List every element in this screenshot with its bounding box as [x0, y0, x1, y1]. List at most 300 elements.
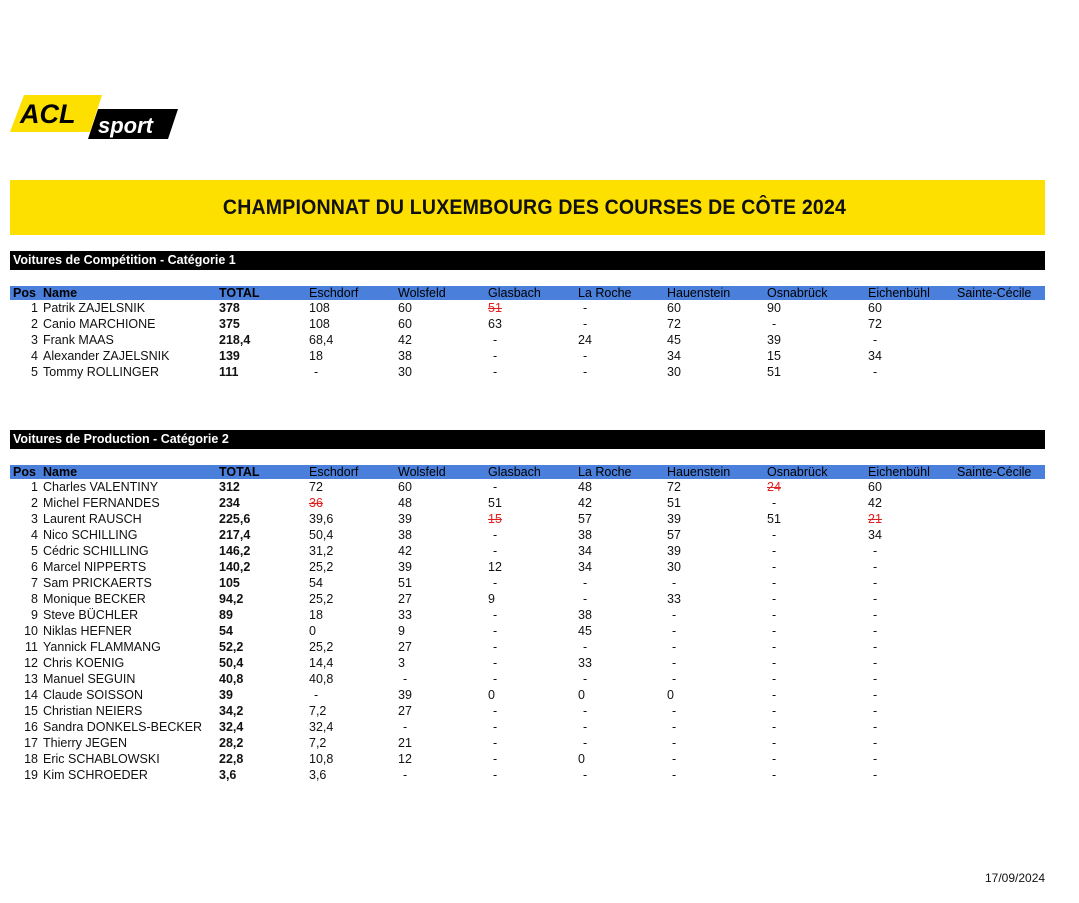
round-result-cell: - [873, 560, 878, 574]
round-result-cell: 57 [578, 512, 592, 526]
round-result-cell: - [873, 656, 878, 670]
round-result-cell: 0 [578, 688, 585, 702]
total-cell: 52,2 [219, 640, 244, 654]
total-cell: 139 [219, 349, 240, 363]
results-table [10, 300, 1045, 380]
document-date: 17/09/2024 [985, 871, 1046, 885]
driver-name-cell: Patrik ZAJELSNIK [43, 301, 146, 315]
round-result-cell: - [583, 640, 588, 654]
round-result-cell: 39,6 [309, 512, 334, 526]
round-result-cell: - [493, 768, 498, 782]
table-row [10, 479, 1045, 495]
column-header [10, 465, 1045, 479]
round-result-cell: - [493, 720, 498, 734]
round-result-cell: - [772, 528, 777, 542]
position-cell: 10 [24, 624, 38, 638]
round-result-cell: 38 [578, 528, 592, 542]
round-result-cell: - [672, 640, 677, 654]
table-row [10, 751, 1045, 767]
total-cell: 34,2 [219, 704, 244, 718]
driver-name-cell: Claude SOISSON [43, 688, 144, 702]
round-result-cell: - [873, 624, 878, 638]
driver-name-cell: Marcel NIPPERTS [43, 560, 147, 574]
position-cell: 16 [24, 720, 38, 734]
round-result-cell: - [583, 365, 588, 379]
col-name: Name [43, 286, 78, 300]
round-result-cell: - [772, 608, 777, 622]
round-result-cell: 21 [398, 736, 412, 750]
total-cell: 22,8 [219, 752, 244, 766]
round-result-cell: - [772, 720, 777, 734]
driver-name-cell: Christian NEIERS [43, 704, 143, 718]
position-cell: 5 [31, 365, 38, 379]
round-result-cell: - [772, 704, 777, 718]
results-table [10, 479, 1045, 783]
col-round: Eichenbühl [868, 465, 930, 479]
round-result-cell: 60 [398, 480, 412, 494]
round-result-cell: - [493, 752, 498, 766]
round-result-cell: - [772, 544, 777, 558]
round-result-cell: 15 [488, 512, 502, 526]
position-cell: 11 [25, 640, 38, 654]
round-result-cell: - [772, 656, 777, 670]
table-row [10, 527, 1045, 543]
round-result-cell: 63 [488, 317, 502, 331]
total-cell: 28,2 [219, 736, 244, 750]
round-result-cell: - [493, 576, 498, 590]
round-result-cell: 18 [309, 349, 323, 363]
round-result-cell: - [583, 349, 588, 363]
round-result-cell: - [873, 608, 878, 622]
round-result-cell: 38 [398, 349, 412, 363]
round-result-cell: - [873, 576, 878, 590]
driver-name-cell: Michel FERNANDES [43, 496, 160, 510]
round-result-cell: 3 [398, 656, 405, 670]
round-result-cell: - [672, 608, 677, 622]
col-round: Glasbach [488, 286, 541, 300]
round-result-cell: 34 [868, 528, 882, 542]
round-result-cell: - [772, 592, 777, 606]
round-result-cell: 25,2 [309, 560, 334, 574]
round-result-cell: 9 [398, 624, 405, 638]
round-result-cell: - [314, 365, 319, 379]
round-result-cell: 33 [578, 656, 592, 670]
table-row [10, 767, 1045, 783]
table-row [10, 655, 1045, 671]
position-cell: 3 [31, 512, 38, 526]
col-round: Hauenstein [667, 465, 731, 479]
table-row [10, 735, 1045, 751]
round-result-cell: - [493, 333, 498, 347]
driver-name-cell: Eric SCHABLOWSKI [43, 752, 160, 766]
page-title: CHAMPIONNAT DU LUXEMBOURG DES COURSES DE CÔTE 2024 [222, 195, 847, 219]
round-result-cell: 60 [398, 301, 412, 315]
round-result-cell: 27 [398, 704, 412, 718]
driver-name-cell: Yannick FLAMMANG [43, 640, 161, 654]
round-result-cell: 36 [309, 496, 323, 510]
round-result-cell: 33 [667, 592, 681, 606]
col-round: Sainte-Cécile [957, 465, 1032, 479]
round-result-cell: 60 [398, 317, 412, 331]
round-result-cell: 7,2 [309, 704, 327, 718]
round-result-cell: 39 [667, 512, 681, 526]
col-total: TOTAL [219, 465, 260, 479]
round-result-cell: 51 [767, 365, 781, 379]
round-result-cell: - [493, 672, 498, 686]
round-result-cell: 34 [868, 349, 882, 363]
round-result-cell: 12 [398, 752, 412, 766]
acl-sport-logo [10, 95, 180, 140]
round-result-cell: 27 [398, 592, 412, 606]
round-result-cell: 38 [578, 608, 592, 622]
table-row [10, 316, 1045, 332]
round-result-cell: - [672, 768, 677, 782]
round-result-cell: - [493, 608, 498, 622]
round-result-cell: - [583, 301, 588, 315]
table-row [10, 671, 1045, 687]
total-cell: 234 [219, 496, 240, 510]
driver-name-cell: Chris KOENIG [43, 656, 125, 670]
total-cell: 218,4 [219, 333, 251, 347]
round-result-cell: - [873, 672, 878, 686]
table-row [10, 543, 1045, 559]
position-cell: 19 [24, 768, 38, 782]
title-band [10, 180, 1045, 235]
round-result-cell: 68,4 [309, 333, 334, 347]
driver-name-cell: Tommy ROLLINGER [43, 365, 159, 379]
round-result-cell: 34 [578, 560, 592, 574]
round-result-cell: - [873, 736, 878, 750]
round-result-cell: 10,8 [309, 752, 334, 766]
round-result-cell: 90 [767, 301, 781, 315]
round-result-cell: 60 [667, 301, 681, 315]
position-cell: 6 [31, 560, 38, 574]
driver-name-cell: Nico SCHILLING [43, 528, 138, 542]
round-result-cell: - [873, 688, 878, 702]
round-result-cell: 25,2 [309, 592, 334, 606]
position-cell: 13 [24, 672, 38, 686]
col-round: Eschdorf [309, 286, 359, 300]
round-result-cell: 48 [578, 480, 592, 494]
driver-name-cell: Manuel SEGUIN [43, 672, 136, 686]
col-round: Osnabrück [767, 465, 828, 479]
position-cell: 12 [24, 656, 38, 670]
round-result-cell: 54 [309, 576, 323, 590]
total-cell: 40,8 [219, 672, 244, 686]
category-2-section [10, 430, 1045, 783]
round-result-cell: - [672, 736, 677, 750]
round-result-cell: 72 [868, 317, 882, 331]
round-result-cell: 15 [767, 349, 781, 363]
round-result-cell: 12 [488, 560, 502, 574]
position-cell: 7 [31, 576, 38, 590]
round-result-cell: 34 [667, 349, 681, 363]
driver-name-cell: Monique BECKER [43, 592, 146, 606]
round-result-cell: - [583, 672, 588, 686]
round-result-cell: - [583, 592, 588, 606]
logo-acl-text: ACL [20, 99, 76, 129]
round-result-cell: - [583, 768, 588, 782]
round-result-cell: - [772, 640, 777, 654]
table-row [10, 495, 1045, 511]
round-result-cell: 30 [667, 560, 681, 574]
round-result-cell: 0 [667, 688, 674, 702]
round-result-cell: - [672, 656, 677, 670]
driver-name-cell: Alexander ZAJELSNIK [43, 349, 170, 363]
position-cell: 4 [31, 349, 38, 363]
round-result-cell: - [493, 480, 498, 494]
position-cell: 8 [31, 592, 38, 606]
driver-name-cell: Cédric SCHILLING [43, 544, 149, 558]
total-cell: 146,2 [219, 544, 251, 558]
round-result-cell: 25,2 [309, 640, 334, 654]
position-cell: 14 [24, 688, 38, 702]
position-cell: 2 [31, 496, 38, 510]
round-result-cell: 38 [398, 528, 412, 542]
total-cell: 111 [219, 365, 239, 379]
driver-name-cell: Charles VALENTINY [43, 480, 159, 494]
round-result-cell: - [583, 317, 588, 331]
round-result-cell: 3,6 [309, 768, 327, 782]
position-cell: 15 [24, 704, 38, 718]
round-result-cell: 33 [398, 608, 412, 622]
position-cell: 5 [31, 544, 38, 558]
round-result-cell: 39 [398, 688, 412, 702]
table-row [10, 687, 1045, 703]
total-cell: 54 [219, 624, 233, 638]
round-result-cell: - [772, 768, 777, 782]
table-row [10, 639, 1045, 655]
round-result-cell: 42 [578, 496, 592, 510]
table-row [10, 591, 1045, 607]
round-result-cell: - [672, 576, 677, 590]
position-cell: 9 [31, 608, 38, 622]
round-result-cell: - [493, 528, 498, 542]
round-result-cell: - [772, 736, 777, 750]
logo-sport-text: sport [98, 113, 153, 138]
round-result-cell: - [772, 576, 777, 590]
round-result-cell: - [772, 560, 777, 574]
round-result-cell: 32,4 [309, 720, 334, 734]
col-total: TOTAL [219, 286, 260, 300]
category-1-section [10, 251, 1045, 380]
driver-name-cell: Niklas HEFNER [43, 624, 132, 638]
round-result-cell: - [772, 672, 777, 686]
total-cell: 375 [219, 317, 240, 331]
driver-name-cell: Thierry JEGEN [43, 736, 128, 750]
round-result-cell: 39 [398, 512, 412, 526]
col-round: Hauenstein [667, 286, 731, 300]
round-result-cell: - [583, 720, 588, 734]
round-result-cell: 7,2 [309, 736, 327, 750]
position-cell: 1 [31, 301, 38, 315]
round-result-cell: - [873, 720, 878, 734]
round-result-cell: 39 [667, 544, 681, 558]
table-row [10, 607, 1045, 623]
driver-name-cell: Sandra DONKELS-BECKER [43, 720, 203, 734]
table-row [10, 348, 1045, 364]
round-result-cell: 9 [488, 592, 495, 606]
driver-name-cell: Laurent RAUSCH [43, 512, 142, 526]
table-row [10, 300, 1045, 316]
round-result-cell: - [873, 768, 878, 782]
round-result-cell: - [493, 656, 498, 670]
driver-name-cell: Steve BÜCHLER [43, 608, 139, 622]
round-result-cell: 39 [767, 333, 781, 347]
round-result-cell: - [403, 720, 408, 734]
round-result-cell: 42 [398, 544, 412, 558]
round-result-cell: - [873, 365, 878, 379]
round-result-cell: 24 [767, 480, 781, 494]
table-row [10, 332, 1045, 348]
round-result-cell: - [403, 768, 408, 782]
table-row [10, 364, 1045, 380]
col-round: La Roche [578, 286, 632, 300]
round-result-cell: 18 [309, 608, 323, 622]
round-result-cell: 0 [578, 752, 585, 766]
table-row [10, 575, 1045, 591]
round-result-cell: 0 [488, 688, 495, 702]
total-cell: 94,2 [219, 592, 244, 606]
round-result-cell: - [493, 544, 498, 558]
position-cell: 18 [24, 752, 38, 766]
col-pos: Pos [13, 286, 36, 300]
round-result-cell: 31,2 [309, 544, 334, 558]
round-result-cell: - [873, 640, 878, 654]
round-result-cell: 72 [667, 480, 681, 494]
total-cell: 32,4 [219, 720, 244, 734]
round-result-cell: - [493, 736, 498, 750]
round-result-cell: 60 [868, 480, 882, 494]
round-result-cell: - [772, 317, 777, 331]
round-result-cell: 42 [868, 496, 882, 510]
col-round: Eschdorf [309, 465, 359, 479]
round-result-cell: - [772, 688, 777, 702]
round-result-cell: 51 [488, 301, 502, 315]
round-result-cell: 51 [767, 512, 781, 526]
round-result-cell: - [772, 624, 777, 638]
round-result-cell: 42 [398, 333, 412, 347]
round-result-cell: - [493, 624, 498, 638]
round-result-cell: - [403, 672, 408, 686]
round-result-cell: - [772, 496, 777, 510]
driver-name-cell: Frank MAAS [43, 333, 114, 347]
position-cell: 3 [31, 333, 38, 347]
driver-name-cell: Kim SCHROEDER [43, 768, 148, 782]
total-cell: 50,4 [219, 656, 244, 670]
round-result-cell: - [873, 333, 878, 347]
total-cell: 217,4 [219, 528, 251, 542]
table-row [10, 559, 1045, 575]
round-result-cell: 0 [309, 624, 316, 638]
round-result-cell: - [772, 752, 777, 766]
round-result-cell: - [672, 720, 677, 734]
round-result-cell: 21 [868, 512, 882, 526]
round-result-cell: - [583, 704, 588, 718]
column-header [10, 286, 1045, 300]
col-round: Osnabrück [767, 286, 828, 300]
table-row [10, 511, 1045, 527]
round-result-cell: 39 [398, 560, 412, 574]
position-cell: 2 [31, 317, 38, 331]
round-result-cell: 40,8 [309, 672, 334, 686]
round-result-cell: - [672, 752, 677, 766]
round-result-cell: 50,4 [309, 528, 334, 542]
round-result-cell: 45 [667, 333, 681, 347]
position-cell: 4 [31, 528, 38, 542]
total-cell: 39 [219, 688, 233, 702]
round-result-cell: 30 [398, 365, 412, 379]
round-result-cell: - [583, 736, 588, 750]
round-result-cell: 34 [578, 544, 592, 558]
col-round: Wolsfeld [398, 286, 446, 300]
round-result-cell: - [672, 672, 677, 686]
table-row [10, 719, 1045, 735]
round-result-cell: 51 [667, 496, 681, 510]
total-cell: 140,2 [219, 560, 251, 574]
table-row [10, 703, 1045, 719]
total-cell: 378 [219, 301, 240, 315]
round-result-cell: 48 [398, 496, 412, 510]
round-result-cell: 72 [309, 480, 323, 494]
round-result-cell: - [493, 704, 498, 718]
col-round: La Roche [578, 465, 632, 479]
category-title: Voitures de Compétition - Catégorie 1 [10, 251, 1045, 270]
total-cell: 225,6 [219, 512, 251, 526]
col-name: Name [43, 465, 78, 479]
col-round: Wolsfeld [398, 465, 446, 479]
col-round: Eichenbühl [868, 286, 930, 300]
round-result-cell: 57 [667, 528, 681, 542]
round-result-cell: 45 [578, 624, 592, 638]
round-result-cell: 24 [578, 333, 592, 347]
round-result-cell: - [314, 688, 319, 702]
round-result-cell: - [873, 592, 878, 606]
round-result-cell: 72 [667, 317, 681, 331]
col-pos: Pos [13, 465, 36, 479]
total-cell: 89 [219, 608, 233, 622]
driver-name-cell: Canio MARCHIONE [43, 317, 156, 331]
round-result-cell: - [583, 576, 588, 590]
col-round: Sainte-Cécile [957, 286, 1032, 300]
round-result-cell: - [672, 624, 677, 638]
total-cell: 312 [219, 480, 240, 494]
round-result-cell: 51 [398, 576, 412, 590]
position-cell: 17 [24, 736, 38, 750]
total-cell: 3,6 [219, 768, 237, 782]
round-result-cell: 108 [309, 317, 330, 331]
round-result-cell: - [672, 704, 677, 718]
round-result-cell: - [493, 349, 498, 363]
col-round: Glasbach [488, 465, 541, 479]
round-result-cell: 27 [398, 640, 412, 654]
round-result-cell: - [873, 704, 878, 718]
table-row [10, 623, 1045, 639]
round-result-cell: 60 [868, 301, 882, 315]
category-title: Voitures de Production - Catégorie 2 [10, 430, 1045, 449]
round-result-cell: 108 [309, 301, 330, 315]
round-result-cell: - [873, 544, 878, 558]
round-result-cell: - [493, 365, 498, 379]
round-result-cell: 51 [488, 496, 502, 510]
total-cell: 105 [219, 576, 240, 590]
round-result-cell: 30 [667, 365, 681, 379]
round-result-cell: - [493, 640, 498, 654]
driver-name-cell: Sam PRICKAERTS [43, 576, 152, 590]
position-cell: 1 [31, 480, 38, 494]
round-result-cell: 14,4 [309, 656, 334, 670]
round-result-cell: - [873, 752, 878, 766]
